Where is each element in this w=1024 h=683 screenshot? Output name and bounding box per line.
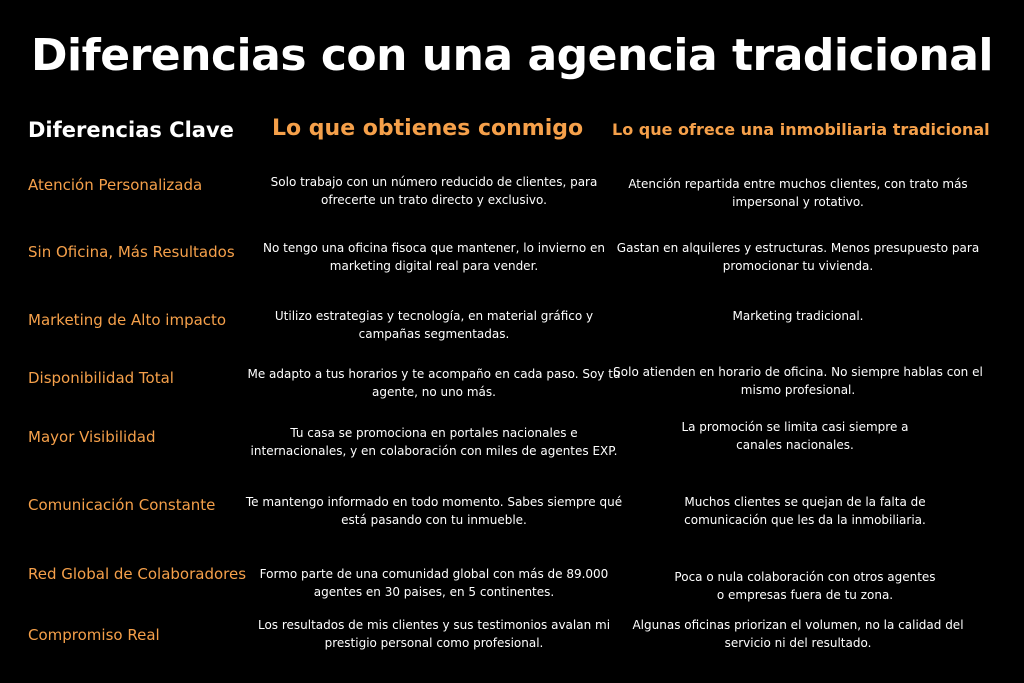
row-me: No tengo una oficina fisoca que mantener, lo invierno en marketing digital real para vender. bbox=[263, 241, 605, 273]
row-traditional: Algunas oficinas priorizan el volumen, no la calidad del servicio ni del resultado. bbox=[632, 618, 964, 650]
row-traditional: La promoción se limita casi siempre a canales nacionales. bbox=[681, 420, 909, 452]
row-traditional: Solo atienden en horario de oficina. No siempre hablas con el mismo profesional. bbox=[613, 365, 983, 397]
row-key: Disponibilidad Total bbox=[28, 369, 174, 387]
row-me: Solo trabajo con un número reducido de clientes, para ofrecerte un trato directo y exclusivo. bbox=[270, 175, 598, 207]
row-me: Tu casa se promociona en portales nacionales e internacionales, y en colaboración con miles de agentes EXP. bbox=[250, 426, 618, 458]
row-traditional: Atención repartida entre muchos clientes, con trato más impersonal y rotativo. bbox=[628, 177, 968, 209]
column-header-me: Lo que obtienes conmigo bbox=[272, 116, 584, 141]
row-key: Atención Personalizada bbox=[28, 176, 203, 194]
row-key: Marketing de Alto impacto bbox=[28, 311, 227, 329]
page-title: Diferencias con una agencia tradicional bbox=[31, 30, 993, 81]
row-me: Los resultados de mis clientes y sus testimonios avalan mi prestigio personal como profesional. bbox=[257, 618, 611, 650]
column-header-traditional: Lo que ofrece una inmobiliaria tradicional bbox=[612, 120, 990, 139]
row-me: Utilizo estrategias y tecnología, en material gráfico y campañas segmentadas. bbox=[274, 309, 594, 341]
column-header-key: Diferencias Clave bbox=[28, 118, 234, 142]
row-traditional: Gastan en alquileres y estructuras. Menos presupuesto para promocionar tu vivienda. bbox=[616, 241, 980, 273]
row-key: Mayor Visibilidad bbox=[28, 428, 156, 446]
row-traditional: Marketing tradicional. bbox=[732, 309, 864, 323]
row-key: Sin Oficina, Más Resultados bbox=[28, 243, 235, 261]
row-key: Red Global de Colaboradores bbox=[28, 565, 247, 583]
row-traditional: Poca o nula colaboración con otros agentes o empresas fuera de tu zona. bbox=[674, 570, 936, 602]
row-key: Comunicación Constante bbox=[28, 496, 216, 514]
row-me: Te mantengo informado en todo momento. Sabes siempre qué está pasando con tu inmueble. bbox=[245, 495, 623, 527]
row-me: Formo parte de una comunidad global con más de 89.000 agentes en 30 paises, en 5 continentes. bbox=[259, 567, 609, 599]
row-key: Compromiso Real bbox=[28, 626, 160, 644]
row-me: Me adapto a tus horarios y te acompaño en cada paso. Soy tu agente, no uno más. bbox=[247, 367, 621, 399]
row-traditional: Muchos clientes se quejan de la falta de comunicación que les da la inmobiliaria. bbox=[684, 495, 926, 527]
